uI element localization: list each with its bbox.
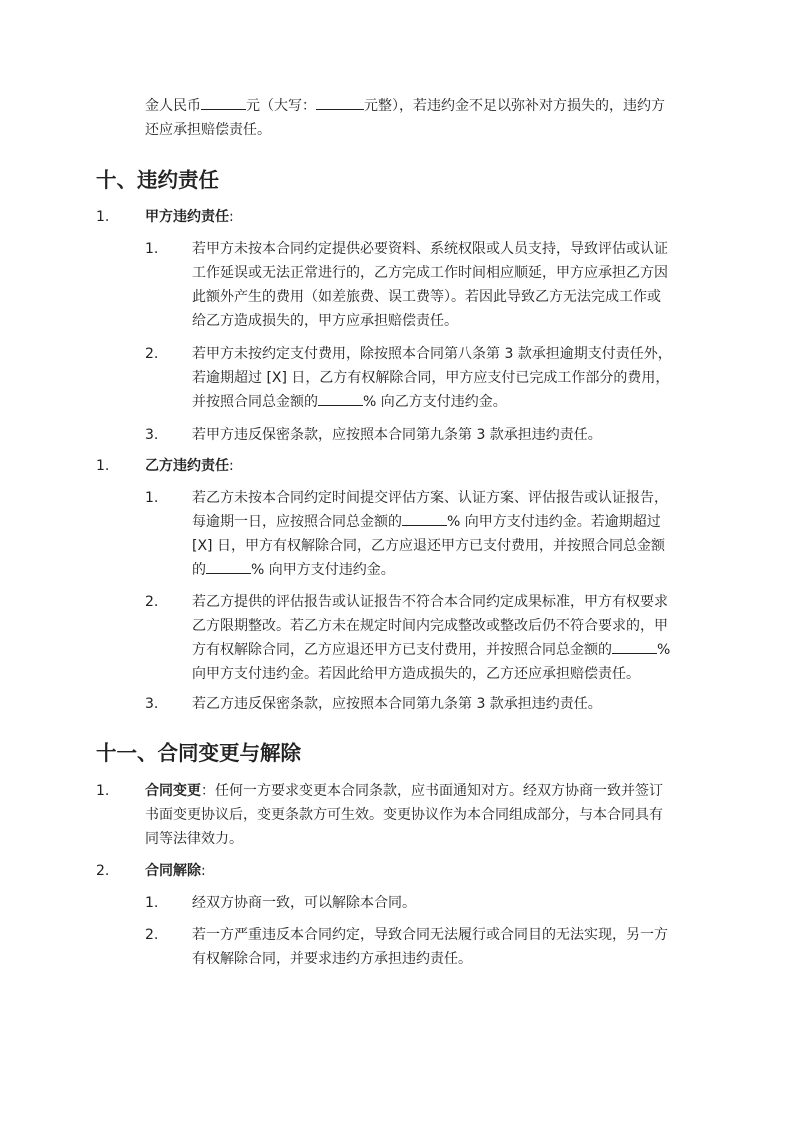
party-b-item-1-number: 1. bbox=[145, 490, 159, 506]
section-11-title: 十一、合同变更与解除 bbox=[96, 741, 301, 765]
party-b-item-1: 若乙方未按本合同约定时间提交评估方案、认证方案、评估报告或认证报告， 每逾期一日，应按照合同总金额的 % 向甲方支付违约金。若逾期超过 [X] 日，甲方有权解除合同，乙方应退还甲方已支付费用，并按照合同总金额 的 % 向甲方支付违约金。 bbox=[192, 490, 668, 578]
termination-item-1-number: 1. bbox=[145, 895, 159, 911]
party-b-item-2-number: 2. bbox=[145, 594, 159, 610]
penalty-percent-blank bbox=[318, 391, 363, 406]
termination-heading: 合同解除: bbox=[145, 863, 206, 879]
party-a-heading: 甲方违约责任: bbox=[145, 209, 234, 225]
contract-change-clause: 合同变更：任何一方要求变更本合同条款，应书面通知对方。经双方协商一致并签订 书面变更协议后，变更条款方可生效。变更协议作为本合同组成部分，与本合同具有 同等法律效力。 bbox=[145, 783, 663, 847]
party-a-item-2-number: 2. bbox=[145, 346, 159, 362]
party-a-item-2: 若甲方未按约定支付费用，除按照本合同第八条第 3 款承担逾期支付责任外， 若逾期超过 [X] 日，乙方有权解除合同，甲方应支付已完成工作部分的费用， 并按照合同总金额的 % 向乙方支付违约金。 bbox=[192, 346, 672, 410]
change-number: 1. bbox=[96, 783, 110, 799]
intro-line-1: 金人民币 元（大写： 元整），若违约金不足以弥补对方损失的，违约方 bbox=[145, 94, 665, 118]
amount-blank bbox=[201, 95, 246, 110]
party-b-heading: 乙方违约责任: bbox=[145, 458, 234, 474]
party-a-item-1: 若甲方未按本合同约定提供必要资料、系统权限或人员支持，导致评估或认证 工作延误或无法正常进行的，乙方完成工作时间相应顺延，甲方应承担乙方因 此额外产生的费用（如差旅费、误工费等）。若因此导致乙方无法完成工作或 给乙方造成损失的，甲方应承担赔偿责任。 bbox=[192, 241, 668, 329]
party-a-number: 1. bbox=[96, 209, 110, 225]
termination-number: 2. bbox=[96, 863, 110, 879]
penalty-percent-blank bbox=[206, 559, 251, 574]
section-10-title: 十、违约责任 bbox=[96, 168, 219, 192]
party-b-number: 1. bbox=[96, 458, 110, 474]
party-b-item-3-number: 3. bbox=[145, 696, 159, 712]
termination-item-2: 若一方严重违反本合同约定，导致合同无法履行或合同目的无法实现，另一方 有权解除合同，并要求违约方承担违约责任。 bbox=[192, 927, 668, 967]
penalty-percent-blank bbox=[402, 511, 447, 526]
party-a-item-1-number: 1. bbox=[145, 241, 159, 257]
amount-words-blank bbox=[316, 95, 364, 110]
party-b-item-3: 若乙方违反保密条款，应按照本合同第九条第 3 款承担违约责任。 bbox=[192, 696, 602, 712]
termination-item-2-number: 2. bbox=[145, 927, 159, 943]
party-b-item-2: 若乙方提供的评估报告或认证报告不符合本合同约定成果标准，甲方有权要求 乙方限期整改。若乙方未在规定时间内完成整改或整改后仍不符合要求的，甲 方有权解除合同，乙方应退还甲方已支付费用，并按照合同总金额的 % 向甲方支付违约金。若因此给甲方造成损失的，乙方还应承担赔偿责任。 bbox=[192, 594, 671, 682]
intro-line-2: 还应承担赔偿责任。 bbox=[145, 122, 271, 138]
party-a-item-3: 若甲方违反保密条款，应按照本合同第九条第 3 款承担违约责任。 bbox=[192, 427, 602, 443]
party-a-item-3-number: 3. bbox=[145, 427, 159, 443]
penalty-percent-blank bbox=[612, 639, 657, 654]
termination-item-1: 经双方协商一致，可以解除本合同。 bbox=[192, 895, 416, 911]
